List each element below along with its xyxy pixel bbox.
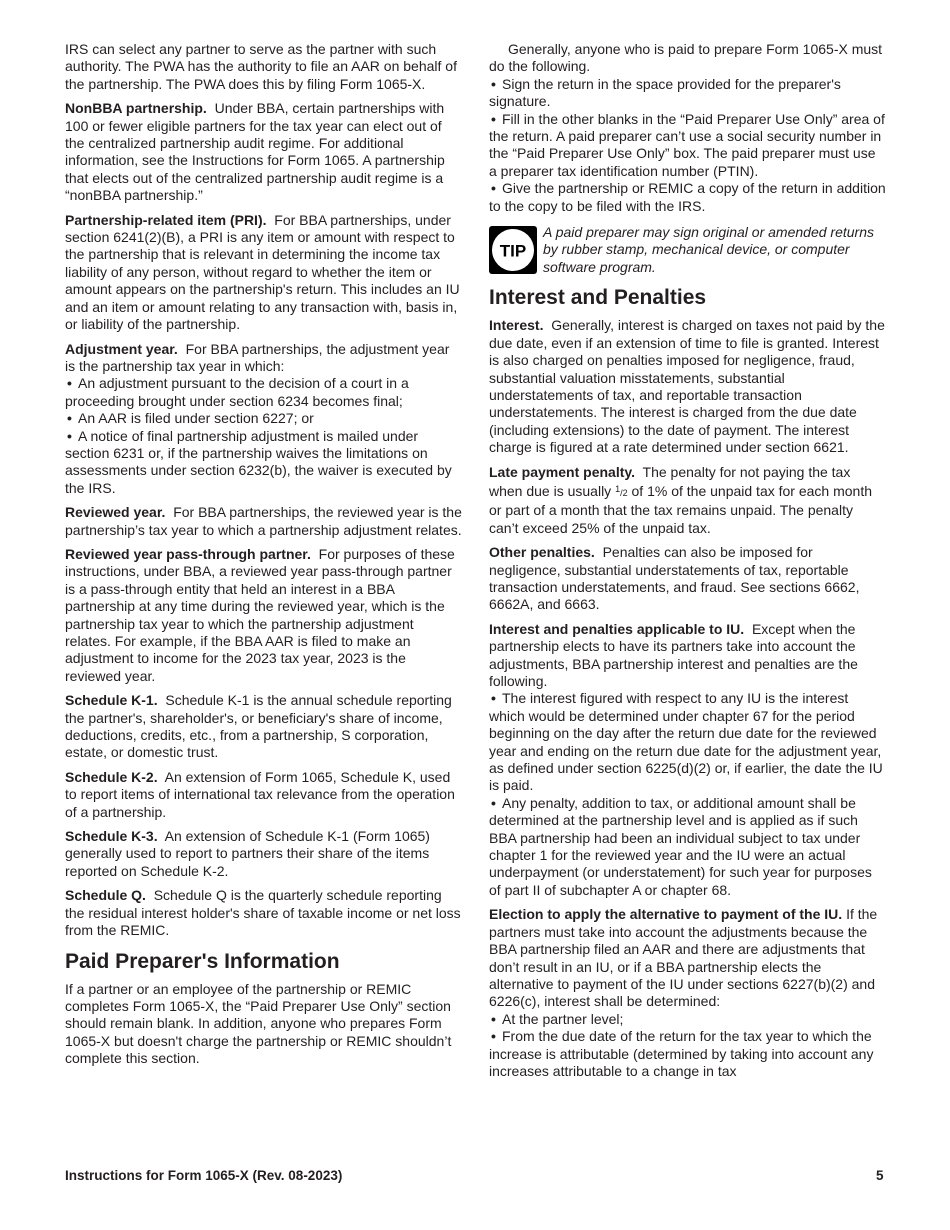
other-penalties-paragraph <box>489 544 886 614</box>
tip-icon <box>489 226 537 274</box>
bullet-item: • From the due date of the return for the tax year to which the increase is attributable (determined by taking into account any increases attributable to a change in tax <box>489 1028 886 1080</box>
definition: An extension of Schedule K-1 (Form 1065) generally used to report to partners their share of the items reported on Schedule K-2. <box>65 828 430 879</box>
preparer-intro-paragraph: Generally, anyone who is paid to prepare Form 1065-X must do the following. <box>489 41 883 75</box>
tip-label: TIP <box>499 241 527 261</box>
iu-paragraph <box>489 621 886 691</box>
bullet-item: • An AAR is filed under section 6227; or <box>65 410 462 427</box>
election-paragraph <box>489 906 886 1010</box>
definition: Penalties can also be imposed for negligence, substantial understatements of tax, reportable transaction understatements, and fraud. See sections 6662, 6662A, and 6663. <box>489 544 860 613</box>
nonbba-paragraph <box>65 100 462 204</box>
late-payment-paragraph <box>489 464 886 538</box>
term: NonBBA partnership. <box>65 100 207 117</box>
fraction-denominator: 2 <box>622 487 628 498</box>
term: Interest. <box>489 317 544 334</box>
definition: Except when the partnership elects to have its partners take into account the adjustments, BBA partnership interest and penalties are the following. <box>489 620 858 689</box>
term: Reviewed year. <box>65 504 166 521</box>
term: Reviewed year pass-through partner. <box>65 545 311 562</box>
term: Interest and penalties applicable to IU. <box>489 620 745 637</box>
adjustment-year-paragraph <box>65 341 462 376</box>
bullet-item: • Fill in the other blanks in the “Paid Preparer Use Only” area of the return. A paid preparer can’t use a social security number in the “Paid Preparer Use Only” box. The paid preparer must use a preparer tax identification number (PTIN). <box>489 111 886 181</box>
pri-paragraph <box>65 212 462 334</box>
fraction-slash: / <box>620 487 623 498</box>
passthrough-partner-paragraph <box>65 546 462 685</box>
term: Adjustment year. <box>65 340 178 357</box>
definition: For BBA partnerships, under section 6241(2)(B), a PRI is any item or amount with respect to the partnership that is relevant in determining the income tax liability of any person, without regard to whether the item or amount appears on the partnership's return. This includes an IU and an item or amount relating to any transaction with, basis in, or liability of the partnership. <box>65 211 460 333</box>
intro-paragraph: IRS can select any partner to serve as the partner with such authority. The PWA has the authority to file an AAR on behalf of the partnership. The PWA does this by filing Form 1065-X. <box>65 41 457 92</box>
fraction-numerator: 1 <box>615 483 621 494</box>
bullet-item: • The interest figured with respect to any IU is the interest which would be determined under chapter 67 for the period beginning on the day after the return due date for the reviewed year and ending on the return due date for the adjustment year, as defined under section 6225(d)(2) or, if earlier, the date the IU is paid. <box>489 690 886 794</box>
bullet-item: • At the partner level; <box>489 1011 886 1028</box>
definition: For BBA partnerships, the adjustment year is the partnership tax year in which: <box>65 340 450 374</box>
term: Election to apply the alternative to payment of the IU. <box>489 906 843 923</box>
interest-paragraph <box>489 317 886 456</box>
term: Other penalties. <box>489 544 595 561</box>
bullet-item: • An adjustment pursuant to the decision of a court in a proceeding brought under section 6234 becomes final; <box>65 375 462 410</box>
term: Schedule K-2. <box>65 768 158 785</box>
right-column <box>489 41 886 1080</box>
schedule-k1-paragraph <box>65 692 462 762</box>
bullet-item: • Sign the return in the space provided for the preparer's signature. <box>489 76 886 111</box>
definition: For BBA partnerships, the reviewed year is the partnership’s tax year to which a partnership adjustment relates. <box>65 504 462 538</box>
definition: The penalty for not paying the tax when due is usually <box>489 463 851 499</box>
definition: Schedule Q is the quarterly schedule reporting the residual interest holder's share of taxable income or net loss from the REMIC. <box>65 887 461 939</box>
term: Late payment penalty. <box>489 463 636 480</box>
bullet-item: • Any penalty, addition to tax, or additional amount shall be determined at the partnership level and is applied as if such BBA partnership had been an individual subject to tax under chapter 1 for the reviewed year and the IU were an actual underpayment (or understatement) for such year for purposes of part II of subchapter A or chapter 68. <box>489 795 886 899</box>
section-heading-paid-preparer: Paid Preparer's Information <box>65 949 340 973</box>
definition-continued: of 1% of the unpaid tax for each month or part of a month that the tax remains unpaid. The penalty can’t exceed 25% of the unpaid tax. <box>489 482 873 536</box>
definition: Generally, interest is charged on taxes not paid by the due date, even if an extension of time to file is granted. Interest is also charged on penalties imposed for negligence, fraud, substantial valuation misstatements, substantial understatements of tax, and reportable transaction understatements. The interest is charged from the due date (including extensions) to the date of payment. The interest charge is figured at a rate determined under section 6621. <box>489 317 885 456</box>
section-heading-interest-penalties: Interest and Penalties <box>489 286 707 310</box>
tip-text: A paid preparer may sign original or amended returns by rubber stamp, mechanical device, or computer software program. <box>543 224 874 275</box>
left-column <box>65 41 462 1075</box>
definition: An extension of Form 1065, Schedule K, used to report items of international tax relevance from the operation of a partnership. <box>65 768 455 820</box>
tip-box <box>489 224 886 276</box>
definition: If the partners must take into account the adjustments because the BBA partnership filed an AAR and there are adjustments that don’t result in an IU, or if a BBA partnership elects the alternative to payment of the IU under sections 6227(b)(2) and 6226(c), interest shall be determined: <box>489 906 878 1010</box>
term: Schedule K-3. <box>65 828 158 845</box>
paid-preparer-paragraph: If a partner or an employee of the partnership or REMIC completes Form 1065-X, the “Paid Preparer Use Only” section should remain blank. In addition, anyone who prepares Form 1065-X but doesn't charge the partnership or REMIC shouldn’t complete this section. <box>65 980 452 1067</box>
term: Schedule Q. <box>65 887 146 904</box>
definition: Under BBA, certain partnerships with 100 or fewer eligible partners for the tax year can elect out of the centralized partnership audit regime. For additional information, see the Instructions for Form 1065. A partnership that elects out of the centralized partnership audit regime is a “nonBBA partnership.” <box>65 100 445 204</box>
term: Partnership-related item (PRI). <box>65 211 267 228</box>
term: Schedule K-1. <box>65 692 158 709</box>
definition: Schedule K-1 is the annual schedule reporting the partner's, shareholder's, or beneficiary's share of income, deductions, credits, etc., from a partnership, S corporation, estate, or domestic trust. <box>65 692 452 761</box>
bullet-item: • A notice of final partnership adjustment is mailed under section 6231 or, if the partnership waives the limitations on assessments under section 6232(b), the waiver is executed by the IRS. <box>65 428 462 498</box>
schedule-k2-paragraph <box>65 769 462 821</box>
definition: For purposes of these instructions, under BBA, a reviewed year pass-through partner is a pass-through entity that held an interest in a BBA partnership at any time during the reviewed year, which is the partnership tax year to which the partnership adjustment relates. For example, if the BBA AAR is filed to make an adjustment to income for the 2023 tax year, 2023 is the reviewed year. <box>65 545 455 684</box>
page-number: 5 <box>876 1168 884 1183</box>
bullet-item: • Give the partnership or REMIC a copy of the return in addition to the copy to be filed with the IRS. <box>489 180 886 215</box>
footer-title: Instructions for Form 1065-X (Rev. 08-2023) <box>65 1168 343 1183</box>
reviewed-year-paragraph <box>65 504 462 539</box>
schedule-k3-paragraph <box>65 828 462 880</box>
schedule-q-paragraph <box>65 887 462 939</box>
